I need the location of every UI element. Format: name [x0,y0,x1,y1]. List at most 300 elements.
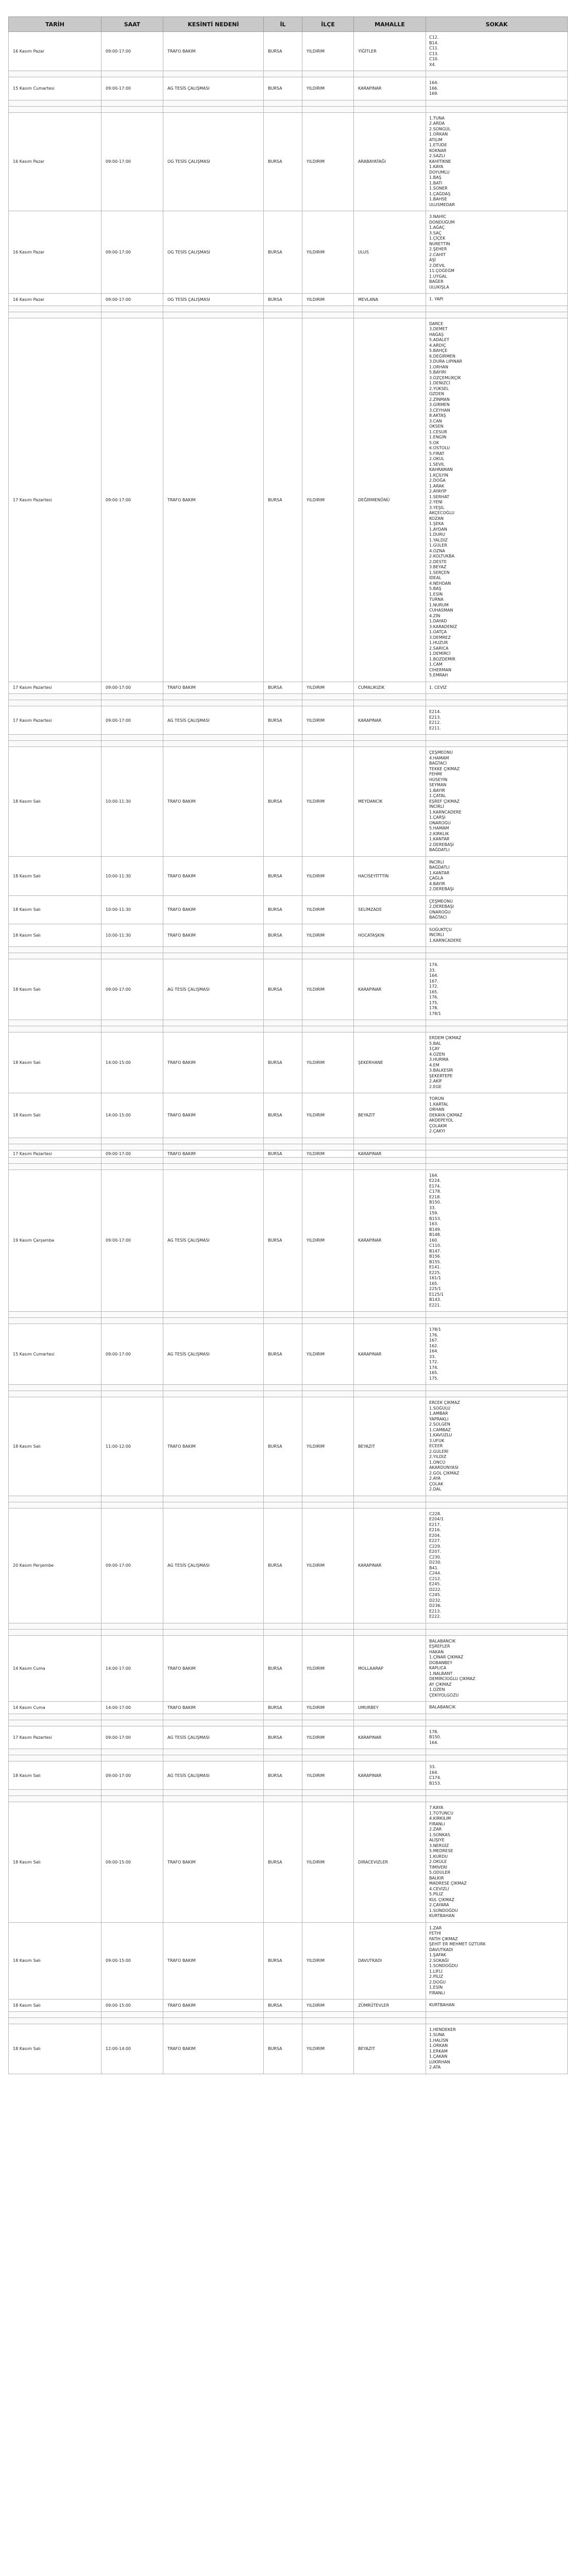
table-body [9,32,568,2074]
street-name: 5.BAYIRI [429,370,447,375]
street-name: 159. [429,1211,438,1215]
street-name: 3.DEMREZ [429,635,451,640]
spacer-row [9,953,568,959]
street-name: 1.DURU [429,532,446,537]
cell-time: 09:00-17:00 [101,1170,163,1312]
cell-district: YILDIRIM [302,924,354,947]
spacer-row [9,1138,568,1144]
street-name: 2.AYAYİP [429,489,447,494]
street-name: FEHMİ [429,772,442,776]
cell-reason: TRAFO BAKIM [163,747,264,857]
spacer-row [9,1502,568,1508]
cell-province: BURSA [264,1170,302,1312]
street-name: KÖKNAR [429,148,447,153]
header-ilce: İLÇE [302,17,354,32]
street-name: 1.DEMİRCİ [429,651,451,656]
street-name: 165. [429,1281,438,1286]
street-name: 1.CAMBAZ [429,1427,451,1432]
cell-district: YILDIRIM [302,32,354,71]
cell-district: YILDIRIM [302,1999,354,2012]
street-name: 1.KARNCADERE [429,938,462,943]
street-name: 2.YENİ [429,500,443,504]
table-row [9,1922,568,1999]
street-name: 2.DOĞU [429,1979,446,1985]
street-name: ATILIM [429,137,443,142]
cell-neighborhood: ŞEKERHANE [354,1032,426,1093]
street-name: C12. [429,35,439,40]
street-name: 1.ORKAN [429,2043,448,2048]
cell-province: BURSA [264,1999,302,2012]
street-name: 1.YALDIZ [429,537,448,543]
street-name: 164. [429,80,438,85]
cell-province: BURSA [264,924,302,947]
street-name: C228. [429,1511,442,1516]
spacer-row [9,312,568,318]
street-name: E213. [429,1608,441,1614]
header-mahalle: MAHALLE [354,17,426,32]
cell-date: 18 Kasım Salı [9,1761,101,1790]
street-name: 1. YAPI [429,297,444,301]
cell-streets [426,959,568,1020]
cell-neighborhood: KARAPINAR [354,1324,426,1385]
street-name: 2.YILDIZ [429,1454,447,1459]
street-name: 1.ESİN [429,1985,443,1990]
street-name: AŞİ [429,258,436,262]
cell-neighborhood: MEVLANA [354,294,426,306]
street-name: 166. [429,86,438,91]
spacer-row [9,735,568,741]
street-name: 175. [429,1000,438,1005]
street-name: 6.DEĞİRMEN [429,353,455,359]
cell-reason: AG TESİS ÇALIŞMASI [163,706,264,735]
street-name: 4.NEHDAN [429,581,451,586]
cell-reason: TRAFO BAKIM [163,318,264,682]
street-name: FIRANLI [429,1821,445,1826]
street-name: 2.CAHİT [429,252,446,257]
cell-streets [426,1508,568,1623]
street-name: 162. [429,1343,438,1348]
street-name: 1.ŞEKA [429,521,444,526]
street-name: CUHASMAN [429,608,453,613]
cell-province: BURSA [264,959,302,1020]
cell-province: BURSA [264,1635,302,1702]
cell-time: 09:00-17:00 [101,1150,163,1157]
cell-reason: TRAFO BAKIM [163,32,264,71]
street-name: E125/1 [429,1292,444,1297]
cell-province: BURSA [264,895,302,924]
street-name: 1.KARTAL [429,1101,449,1107]
cell-date: 14 Kasım Cuma [9,1702,101,1714]
spacer-row [9,1623,568,1629]
street-name: 1.LİFLİ [429,1969,443,1974]
street-name: E214. [429,709,441,714]
cell-province: BURSA [264,1093,302,1138]
street-name: 5.HAMAM [429,826,449,831]
street-name: B156. [429,1254,442,1259]
cell-reason: AG TESİS ÇALIŞMASI [163,1324,264,1385]
street-name: 1.ÇATAL [429,793,446,798]
cell-date: 18 Kasım Salı [9,1397,101,1496]
street-name: 2.DEREBAŞI [429,887,454,891]
cell-neighborhood: MEYDANCIK [354,747,426,857]
street-name: 4.EM [429,1062,439,1067]
cell-date: 18 Kasım Salı [9,1802,101,1923]
spacer-row [9,1755,568,1761]
street-name: E204/1 [429,1517,444,1521]
table-row [9,77,568,100]
street-name: 1.SÖNER [429,186,448,191]
cell-neighborhood: BEYAZIT [354,1397,426,1496]
street-name: 1.BATI [429,180,443,185]
street-name: 167. [429,978,438,984]
street-name: 4.CEVİZLİ [429,1886,449,1891]
street-name: 174. [429,962,438,967]
cell-neighborhood: ARABAYATAĞI [354,112,426,211]
street-name: 4.ÖZNA [429,548,445,553]
street-name: 160. [429,1238,438,1243]
cell-time: 09:00-17:00 [101,1761,163,1790]
street-name: 1.ÇAĞDAŞ [429,191,451,196]
street-name: B150. [429,1200,442,1205]
cell-streets [426,32,568,71]
cell-district: YILDIRIM [302,895,354,924]
street-name: AKÇECOĞLU [429,511,454,515]
street-name: 5.BAHÇE [429,348,448,353]
street-name: 2.AYA [429,1476,441,1481]
street-name: 1.ÇARŞI [429,815,446,820]
street-name: E213. [429,715,441,720]
header-il: İL [264,17,302,32]
cell-reason: AG TESİS ÇALIŞMASI [163,959,264,1020]
street-name: 5.BAL [429,1041,442,1046]
street-name: E218. [429,1194,441,1199]
street-name: 8.AKTAŞ [429,413,446,418]
spacer-row [9,306,568,312]
cell-reason: TRAFO BAKIM [163,1635,264,1702]
street-name: FATİH ÇIKMAZ [429,1936,458,1941]
street-name: HÜSEYİN [429,777,448,782]
street-name: 2.DOĞA [429,478,446,483]
street-name: 2.KIRKLIK [429,831,449,836]
street-name: 1.CAM [429,662,443,667]
cell-district: YILDIRIM [302,1922,354,1999]
spacer-row [9,1796,568,1802]
cell-date: 17 Kasım Pazartesi [9,1726,101,1749]
street-name: 164. [429,1349,438,1353]
table-row [9,1702,568,1714]
spacer-row [9,1714,568,1720]
street-name: KAHİTİKNE [429,159,451,164]
spacer-row [9,1720,568,1726]
cell-district: YILDIRIM [302,1508,354,1623]
street-name: IDEAL [429,575,442,580]
cell-date: 18 Kasım Salı [9,895,101,924]
street-name: İNCİRLİ [429,859,444,865]
street-name: KURTBAHAN [429,1913,455,1918]
street-name: DARCE [429,321,444,326]
street-name: EŞREF ÇIKMAZ [429,799,460,804]
cell-province: BURSA [264,856,302,895]
street-name: TIMİVERİ [429,1865,447,1870]
table-row [9,895,568,924]
spacer-row [9,2011,568,2018]
cell-time: 09:00-17:00 [101,682,163,694]
street-name: 4.HAMAM [429,755,449,760]
cell-time: 09:00-17:00 [101,294,163,306]
street-name: 175. [429,1376,438,1381]
street-name: 164. [429,1740,438,1745]
street-name: C230. [429,1554,442,1560]
cell-date: 17 Kasım Pazartesi [9,318,101,682]
cell-date: 18 Kasım Salı [9,924,101,947]
cell-reason: TRAFO BAKIM [163,856,264,895]
cell-district: YILDIRIM [302,747,354,857]
street-name: 1.SERHAT [429,494,450,499]
cell-date: 17 Kasım Pazartesi [9,706,101,735]
street-name: 1.ERKAM [429,2048,448,2054]
street-name: 176. [429,995,438,999]
cell-reason: TRAFO BAKIM [163,682,264,694]
street-name: DEKAYA ÇIKMAZ [429,1112,463,1117]
cell-time: 09:00-17:00 [101,211,163,294]
street-name: KOZAN [429,516,444,521]
street-name: 3.ÖZÇEMLİKÇİK [429,375,461,380]
street-name: 2.DESTE [429,559,447,564]
street-name: 1.AYDAN [429,527,447,532]
street-name: BALABANCIK [429,1705,456,1709]
cell-neighborhood: UMURBEY [354,1702,426,1714]
cell-district: YILDIRIM [302,959,354,1020]
street-name: DEMİRCİOĞLU ÇIKMAZ [429,1676,476,1681]
cell-streets [426,318,568,682]
cell-reason: TRAFO BAKIM [163,1397,264,1496]
cell-district: YILDIRIM [302,1761,354,1790]
street-name: 1.HUZUR [429,640,448,645]
cell-province: BURSA [264,1508,302,1623]
spacer-row [9,1496,568,1502]
street-name: BALKIR [429,1875,444,1880]
cell-neighborhood: ULUS [354,211,426,294]
street-name: 1.KAYA [429,164,444,169]
street-name: 164. [429,973,438,978]
cell-neighborhood: KARAPINAR [354,959,426,1020]
street-name: 33. [429,1765,436,1769]
table-row [9,1150,568,1157]
cell-district: YILDIRIM [302,1170,354,1312]
street-name: OKSEN [429,424,444,429]
table-row [9,1508,568,1623]
spacer-row [9,1026,568,1032]
outage-table [8,16,568,2074]
street-name: LÜKİRHAN [429,2059,450,2064]
street-name: 1.GÜLER [429,543,447,548]
cell-reason: TRAFO BAKIM [163,924,264,947]
street-name: 172. [429,984,438,989]
cell-province: BURSA [264,1702,302,1714]
cell-streets [426,1802,568,1923]
cell-time: 09:00-17:00 [101,1726,163,1749]
cell-time: 14:00-15:00 [101,1093,163,1138]
cell-date: 17 Kasım Pazartesi [9,1150,101,1157]
street-name: 2.EGE [429,1084,442,1089]
street-name: 3.CAN [429,418,442,423]
cell-district: YILDIRIM [302,856,354,895]
cell-province: BURSA [264,682,302,694]
street-name: 169. [429,91,438,96]
street-name: E207. [429,1549,441,1554]
cell-neighborhood: DAVUTKADI [354,1922,426,1999]
street-name: ÖZDEN [429,392,444,396]
cell-province: BURSA [264,1324,302,1385]
street-name: EŞREFLER [429,1644,450,1649]
street-name: 225/1 [429,1286,442,1291]
spacer-row [9,1391,568,1397]
cell-streets [426,1093,568,1138]
street-name: 2.DAL [429,1487,442,1492]
street-name: 2.DEVIL [429,263,446,268]
cell-date: 18 Kasım Salı [9,959,101,1020]
street-name: 2.PİLİZ [429,1974,444,1979]
cell-date: 18 Kasım Salı [9,1032,101,1093]
street-name: 1.NALBANT [429,1671,453,1676]
street-name: 3.DEMET [429,327,448,331]
cell-streets [426,1761,568,1790]
street-name: YAPRAKLI [429,1416,449,1421]
cell-province: BURSA [264,747,302,857]
street-name: 172. [429,1360,438,1364]
street-name: 2.GÖL ÇIKMAZ [429,1470,460,1476]
street-name: TURNA [429,597,444,602]
cell-date: 18 Kasım Salı [9,1093,101,1138]
street-name: 3.YEŞİL [429,505,445,510]
street-name: 2.AKİF [429,1079,443,1083]
street-name: E221. [429,1302,441,1308]
cell-streets [426,77,568,100]
street-name: B143. [429,1297,442,1302]
street-name: 3.NAHİC [429,214,447,219]
street-name: HAĞAŞ [429,332,444,337]
street-name: 1.ORHAN [429,364,448,369]
street-name: 5.MEDRESE [429,1849,453,1853]
spacer-row [9,1318,568,1324]
cell-province: BURSA [264,706,302,735]
cell-streets [426,706,568,735]
cell-district: YILDIRIM [302,1093,354,1138]
table-row [9,1635,568,1702]
street-name: E245. [429,1582,441,1586]
cell-streets [426,924,568,947]
cell-streets [426,1150,568,1157]
cell-reason: AG TESİS ÇALIŞMASI [163,77,264,100]
cell-neighborhood: BEYAZIT [354,1093,426,1138]
spacer-row [9,100,568,106]
table-row [9,2024,568,2074]
cell-date: 18 Kasım Salı [9,747,101,857]
street-name: KURTBAHAN [429,2003,455,2007]
street-name: 1.SONKAS [429,1832,450,1837]
street-name: 1.BAHSE [429,197,447,201]
cell-reason: TRAFO BAKIM [163,1032,264,1093]
street-name: 2.OKUL [429,456,445,461]
street-name: C229. [429,1544,442,1549]
street-name: BAĞDATLI [429,848,450,852]
cell-reason: AG TESİS ÇALIŞMASI [163,1508,264,1623]
street-name: 1.CESUR [429,429,447,434]
street-name: 5.OK [429,440,439,445]
cell-neighborhood: ZÜMRÜTEVLER [354,1999,426,2012]
street-name: E224. [429,1178,441,1183]
cell-reason: TRAFO BAKIM [163,1802,264,1923]
street-name: 4.ÖZEN [429,1052,445,1057]
cell-reason: TRAFO BAKIM [163,1150,264,1157]
cell-province: BURSA [264,1922,302,1999]
street-name: E227. [429,1538,441,1543]
street-name: 2.SAZLI [429,154,445,158]
spacer-row [9,2018,568,2024]
street-name: 1.OATÇA [429,630,447,634]
street-name: 7.KAYA [429,1805,444,1810]
cell-streets [426,1702,568,1714]
street-name: 1.DENİZCİ [429,381,450,385]
street-name: C110. [429,1243,442,1248]
street-name: 178. [429,1006,438,1010]
street-name: 1.ESİN [429,591,443,597]
street-name: AKARDÜNYASI [429,1465,459,1470]
cell-neighborhood: HACISEYİTTTİN [354,856,426,895]
street-name: ULUSMEDAR [429,202,455,207]
street-name: 3.HURMA [429,1057,449,1062]
street-name: 1.BAŞ [429,175,442,180]
street-name: 174. [429,1365,438,1370]
cell-neighborhood: KARAPINAR [354,1150,426,1157]
cell-time: 09:00-15:00 [101,1802,163,1923]
cell-district: YILDIRIM [302,682,354,694]
street-name: 2.ŞEHER [429,247,447,251]
cell-time: 14:00-17:00 [101,1635,163,1702]
table-row [9,211,568,294]
street-name: 1.TOTUNCU [429,1810,453,1816]
street-name: 2.ÇAKYI [429,1129,445,1133]
cell-district: YILDIRIM [302,1150,354,1157]
table-row [9,294,568,306]
street-name: 1.ÖNCÜ [429,1460,446,1465]
street-name: C174. [429,1775,442,1780]
street-name: 1.SONDOĞDU [429,1963,458,1968]
street-name: MADRESE ÇIKMAZ [429,1881,467,1886]
table-row [9,682,568,694]
cell-streets [426,1397,568,1496]
cell-time: 12:00-14:00 [101,2024,163,2074]
cell-date: 16 Kasım Pazar [9,32,101,71]
street-name: CİHERMAN [429,667,451,672]
street-name: 3.KARADENİZ [429,624,457,629]
street-name: ERDEM ÇIKMAZ [429,1036,462,1040]
street-name: 1.SERÇEN [429,570,450,575]
street-name: 33. [429,1205,436,1210]
cell-reason: AG TESİS ÇALIŞMASI [163,1761,264,1790]
street-name: E212. [429,720,441,725]
street-name: 5.ODÜLER [429,1870,451,1875]
street-name: 1.ARAK [429,483,445,488]
street-name: C10. [429,57,439,61]
street-name: C212. [429,1576,442,1581]
cell-time: 14:00-17:00 [101,1702,163,1714]
street-name: E211. [429,725,441,731]
cell-time: 09:00-15:00 [101,1999,163,2012]
street-name: 1.DAYAD [429,619,447,623]
street-name: 1.SÖĞÜLÜ [429,1405,450,1411]
street-name: 6.OSTOLU [429,446,450,450]
